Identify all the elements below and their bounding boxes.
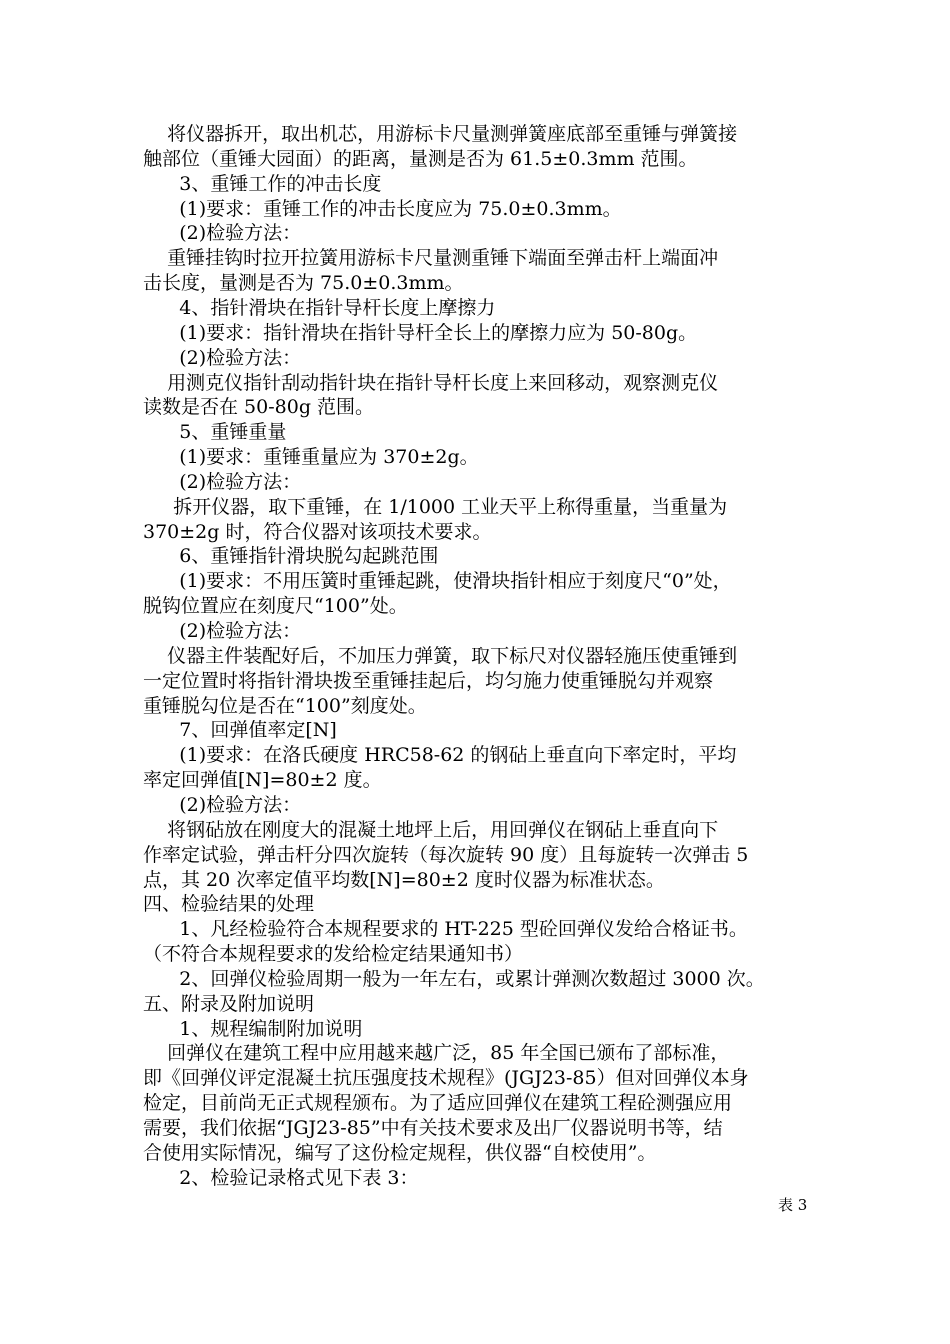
text-line: (1)要求：重锤工作的冲击长度应为 75.0±0.3mm。 (143, 198, 622, 220)
text-line: 370±2g 时，符合仪器对该项技术要求。 (143, 521, 492, 543)
text-line: 脱钩位置应在刻度尺“100”处。 (143, 595, 408, 617)
text-line: 1、规程编制附加说明 (143, 1018, 363, 1040)
text-line: (1)要求：指针滑块在指针导杆全长上的摩擦力应为 50-80g。 (143, 322, 698, 344)
text-line: 7、回弹值率定[N] (143, 719, 337, 741)
text-line: 率定回弹值[N]=80±2 度。 (143, 769, 382, 791)
text-line: 重锤脱勾位是否在“100”刻度处。 (143, 695, 427, 717)
text-line: (1)要求：不用压簧时重锤起跳，使滑块指针相应于刻度尺“0”处， (143, 570, 732, 592)
text-line: 仪器主件装配好后，不加压力弹簧，取下标尺对仪器轻施压使重锤到 (143, 645, 738, 667)
text-line: 3、重锤工作的冲击长度 (143, 173, 382, 195)
text-line: (2)检验方法： (143, 794, 302, 816)
text-line: 回弹仪在建筑工程中应用越来越广泛，85 年全国已颁布了部标准， (143, 1042, 730, 1064)
text-line: 触部位（重锤大园面）的距离，量测是否为 61.5±0.3mm 范围。 (143, 148, 698, 170)
text-line: 需要，我们依据“JGJ23-85”中有关技术要求及出厂仪器说明书等，结 (143, 1117, 723, 1139)
text-line: (1)要求：在洛氏硬度 HRC58-62 的钢砧上垂直向下率定时，平均 (143, 744, 737, 766)
text-line: 将仪器拆开，取出机芯，用游标卡尺量测弹簧座底部至重锤与弹簧接 (143, 123, 738, 145)
text-line: 击长度，量测是否为 75.0±0.3mm。 (143, 272, 464, 294)
text-line: （不符合本规程要求的发给检定结果通知书） (143, 943, 524, 965)
text-line: 读数是否在 50-80g 范围。 (143, 396, 375, 418)
text-line: (2)检验方法： (143, 222, 302, 244)
text-line: 将钢砧放在刚度大的混凝土地坪上后，用回弹仪在钢砧上垂直向下 (143, 819, 719, 841)
text-line: 用测克仪指针刮动指针块在指针导杆长度上来回移动，观察测克仪 (143, 372, 719, 394)
text-line: 合使用实际情况，编写了这份检定规程，供仪器“自校使用”。 (143, 1142, 657, 1164)
text-line: (1)要求：重锤重量应为 370±2g。 (143, 446, 479, 468)
text-line: 重锤挂钩时拉开拉簧用游标卡尺量测重锤下端面至弹击杆上端面冲 (143, 247, 719, 269)
text-line: (2)检验方法： (143, 347, 302, 369)
text-line: (2)检验方法： (143, 471, 302, 493)
text-line: 4、指针滑块在指针导杆长度上摩擦力 (143, 297, 496, 319)
text-line: 作率定试验，弹击杆分四次旋转（每次旋转 90 度）且每旋转一次弹击 5 (143, 844, 749, 866)
text-line: 即《回弹仪评定混凝土抗压强度技术规程》(JGJ23-85）但对回弹仪本身 (143, 1067, 749, 1089)
text-line: 2、回弹仪检验周期一般为一年左右，或累计弹测次数超过 3000 次。 (143, 968, 765, 990)
text-line: 2、检验记录格式见下表 3： (143, 1167, 419, 1189)
text-line: 点，其 20 次率定值平均数[N]=80±2 度时仪器为标准状态。 (143, 869, 665, 891)
text-line: 1、凡经检验符合本规程要求的 HT-225 型砼回弹仪发给合格证书。 (143, 918, 748, 940)
text-line: 拆开仪器，取下重锤，在 1/1000 工业天平上称得重量，当重量为 (143, 496, 728, 518)
text-line: 检定，目前尚无正式规程颁布。为了适应回弹仪在建筑工程砼测强应用 (143, 1092, 733, 1114)
text-line: (2)检验方法： (143, 620, 302, 642)
text-line: 五、附录及附加说明 (143, 993, 315, 1015)
text-line: 6、重锤指针滑块脱勾起跳范围 (143, 545, 439, 567)
text-line: 四、检验结果的处理 (143, 893, 315, 915)
text-line: 一定位置时将指针滑块拨至重锤挂起后，均匀施力使重锤脱勾并观察 (143, 670, 714, 692)
text-line: 5、重锤重量 (143, 421, 287, 443)
table-caption: 表 3 (778, 1196, 808, 1214)
